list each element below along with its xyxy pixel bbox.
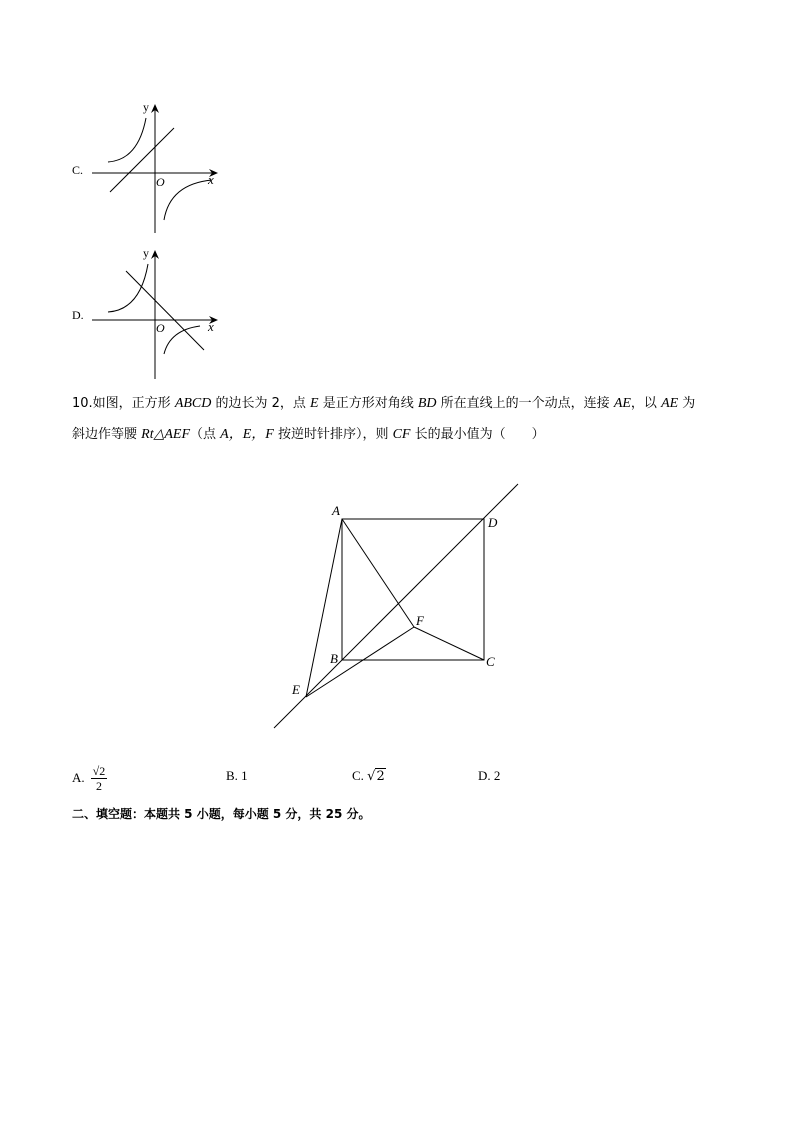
q10-text-10: 长的最小值为（ ） [410, 427, 545, 442]
label-b: B [330, 651, 338, 666]
choice-c-radicand: 2 [376, 769, 385, 784]
choice-d-label: D. [478, 768, 491, 783]
choice-b-value: 1 [241, 768, 248, 783]
choice-c-label: C. [352, 768, 364, 783]
q10-text-1: 10.如图，正方形 [72, 396, 175, 411]
option-c-label: C. [72, 163, 84, 177]
q10-triangle: Rt△AEF [141, 427, 191, 442]
q10-text-8: （点 [190, 427, 221, 442]
option-d-y-label: y [143, 246, 149, 260]
option-d-graph [88, 244, 223, 384]
q10-square-name: ABCD [174, 396, 212, 411]
choice-c[interactable] [352, 768, 386, 784]
q10-text-4: 所在直线上的一个动点，连接 [436, 396, 614, 411]
choice-a-denominator: 2 [95, 778, 102, 793]
q10-cf: CF [392, 427, 411, 442]
option-c-y-label: y [143, 100, 149, 114]
choice-c-sqrt [367, 768, 386, 784]
option-d-x-label: x [208, 319, 214, 334]
choice-d-value: 2 [493, 768, 501, 783]
q10-text-5: ，以 [630, 396, 662, 411]
q10-text-9: 按逆时针排序），则 [273, 427, 393, 442]
section-2-heading: 二、填空题：本题共 5 小题，每小题 5 分，共 25 分。 [72, 807, 371, 821]
choice-c-radical-sign: √ [367, 769, 376, 784]
q10-points: A，E，F [220, 427, 274, 442]
label-d: D [488, 515, 498, 530]
label-c: C [486, 654, 495, 669]
q10-text-3: 是正方形对角线 [318, 396, 418, 411]
option-d-label: D. [72, 308, 84, 322]
choice-a-fraction [91, 764, 108, 793]
choice-b[interactable] [226, 768, 248, 784]
q10-text-6: 为 [678, 396, 696, 411]
option-c-x-label: x [208, 172, 214, 187]
q10-ae-1: AE [613, 396, 631, 411]
label-f: F [416, 613, 424, 628]
label-e: E [292, 682, 300, 697]
question-10-line-1 [72, 394, 695, 414]
choice-b-label: B. [226, 768, 238, 783]
option-c-origin: O [156, 175, 165, 189]
label-a: A [332, 503, 340, 518]
choice-d[interactable] [478, 768, 500, 784]
q10-ae-2: AE [661, 396, 679, 411]
square-figure [260, 475, 535, 740]
option-d-origin: O [156, 321, 165, 335]
q10-text-7: 斜边作等腰 [72, 427, 142, 442]
q10-text-2: 的边长为 2，点 [211, 396, 311, 411]
q10-diagonal: BD [417, 396, 437, 411]
choice-a-numerator: √2 [92, 763, 106, 778]
choice-a-label: A. [72, 770, 85, 785]
question-10-line-2 [72, 425, 545, 445]
option-c-graph [88, 98, 223, 238]
choice-a[interactable] [72, 760, 107, 796]
q10-point-e: E [310, 396, 319, 411]
